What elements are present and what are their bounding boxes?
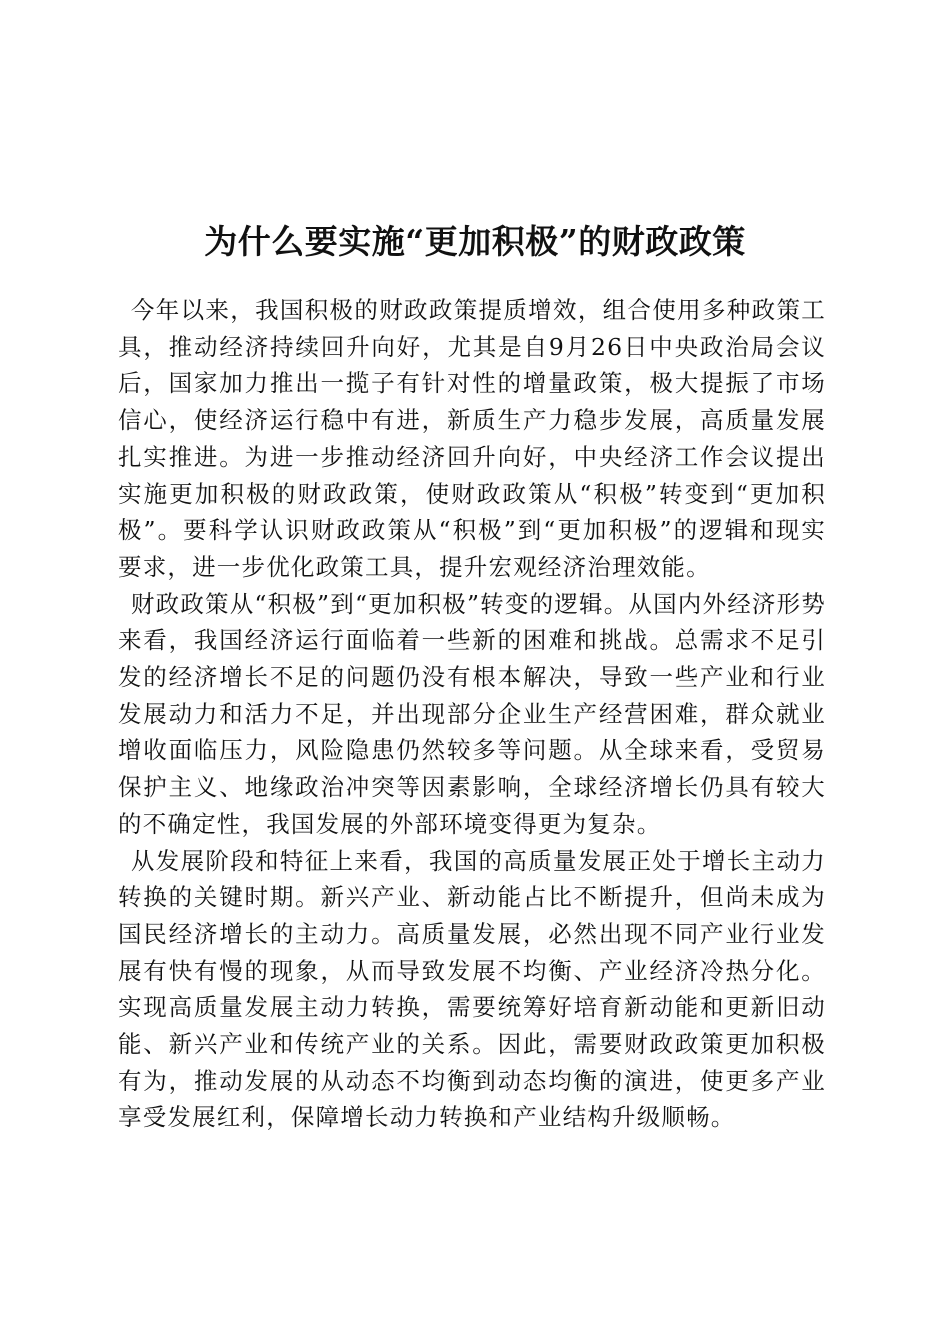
paragraph-2: 财政政策从“积极”到“更加积极”转变的逻辑。从国内外经济形势来看，我国经济运行面临着一些新的困难和挑战。总需求不足引发的经济增长不足的问题仍没有根本解决，导致一些产业和行业发展动力和活力不足，并出现部分企业生产经营困难，群众就业增收面临压力，风险隐患仍然较多等问题。从全球来看，受贸易保护主义、地缘政治冲突等因素影响，全球经济增长仍具有较大的不确定性，我国发展的外部环境变得更为复杂。	[118, 589, 826, 838]
document-title: 为什么要实施“更加积极”的财政政策	[204, 222, 746, 262]
paragraph-3: 从发展阶段和特征上来看，我国的高质量发展正处于增长主动力转换的关键时期。新兴产业、新动能占比不断提升，但尚未成为国民经济增长的主动力。高质量发展，必然出现不同产业行业发展有快有慢的现象，从而导致发展不均衡、产业经济冷热分化。实现高质量发展主动力转换，需要统筹好培育新动能和更新旧动能、新兴产业和传统产业的关系。因此，需要财政政策更加积极有为，推动发展的从动态不均衡到动态均衡的演进，使更多产业享受发展红利，保障增长动力转换和产业结构升级顺畅。	[118, 846, 826, 1132]
paragraph-1: 今年以来，我国积极的财政政策提质增效，组合使用多种政策工具，推动经济持续回升向好，尤其是自9月26日中央政治局会议后，国家加力推出一揽子有针对性的增量政策，极大提振了市场信心，使经济运行稳中有进，新质生产力稳步发展，高质量发展扎实推进。为进一步推动经济回升向好，中央经济工作会议提出实施更加积极的财政政策，使财政政策从“积极”转变到“更加积极”。要科学认识财政政策从“积极”到“更加积极”的逻辑和现实要求，进一步优化政策工具，提升宏观经济治理效能。	[118, 296, 826, 581]
document-body	[118, 292, 826, 1136]
